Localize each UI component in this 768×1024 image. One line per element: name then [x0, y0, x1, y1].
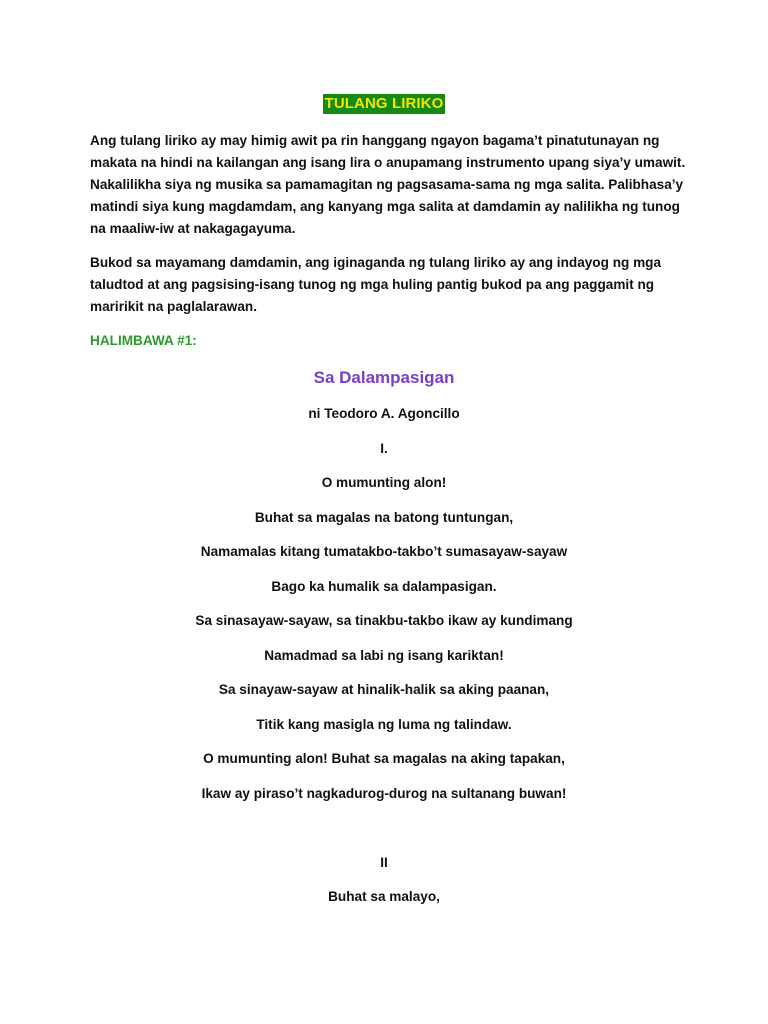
poem-author: ni Teodoro A. Agoncillo	[308, 406, 460, 421]
poem-line: Sa sinayaw-sayaw at hinalik-halik sa aking paanan,	[218, 682, 550, 697]
poem-line: Bago ka humalik sa dalampasigan.	[271, 579, 497, 594]
poem-line: Buhat sa malayo,	[328, 889, 440, 904]
poem-line: O mumunting alon!	[321, 475, 447, 490]
second-paragraph: Bukod sa mayamang damdamin, ang iginaganda ng tulang liriko ay ang indayog ng mga taludtod at ang pagsising-isang tunog ng mga huling pantig bukod pa ang paggamit ng maririkit na paglalarawan.	[90, 255, 662, 314]
poem-line: Buhat sa magalas na batong tuntungan,	[254, 510, 514, 525]
poem-line: Titik kang masigla ng luma ng talindaw.	[256, 717, 512, 732]
example-label: HALIMBAWA #1:	[90, 333, 197, 348]
poem-line: O mumunting alon! Buhat sa magalas na aking tapakan,	[203, 751, 565, 766]
poem-line: Ikaw ay piraso’t nagkadurog-durog na sultanang buwan!	[201, 786, 567, 801]
document-heading: TULANG LIRIKO	[324, 95, 444, 112]
poem-line: Namamalas kitang tumatakbo-takbo’t sumasayaw-sayaw	[200, 544, 568, 559]
poem-line: Namadmad sa labi ng isang kariktan!	[264, 648, 504, 663]
poem-line: Sa sinasayaw-sayaw, sa tinakbu-takbo ikaw ay kundimang	[195, 613, 573, 628]
heading-container	[0, 94, 768, 114]
section-number-1: I.	[380, 441, 388, 456]
intro-paragraph: Ang tulang liriko ay may himig awit pa rin hanggang ngayon bagama’t pinatutunayan ng makata na hindi na kailangan ang isang lira o anupamang instrumento upang siya’y umawit. Nakalilikha siya ng musika sa pamamagitan ng pagsasama-sama ng mga salita. Palibhasa’y matindi siya kung magdamdam, ang kanyang mga salita at damdamin ay nalilikha ng tunog na maaliw-iw at nakagagayuma.	[90, 133, 686, 236]
section-number-2: II	[380, 855, 388, 870]
poem-title: Sa Dalampasigan	[313, 368, 455, 387]
